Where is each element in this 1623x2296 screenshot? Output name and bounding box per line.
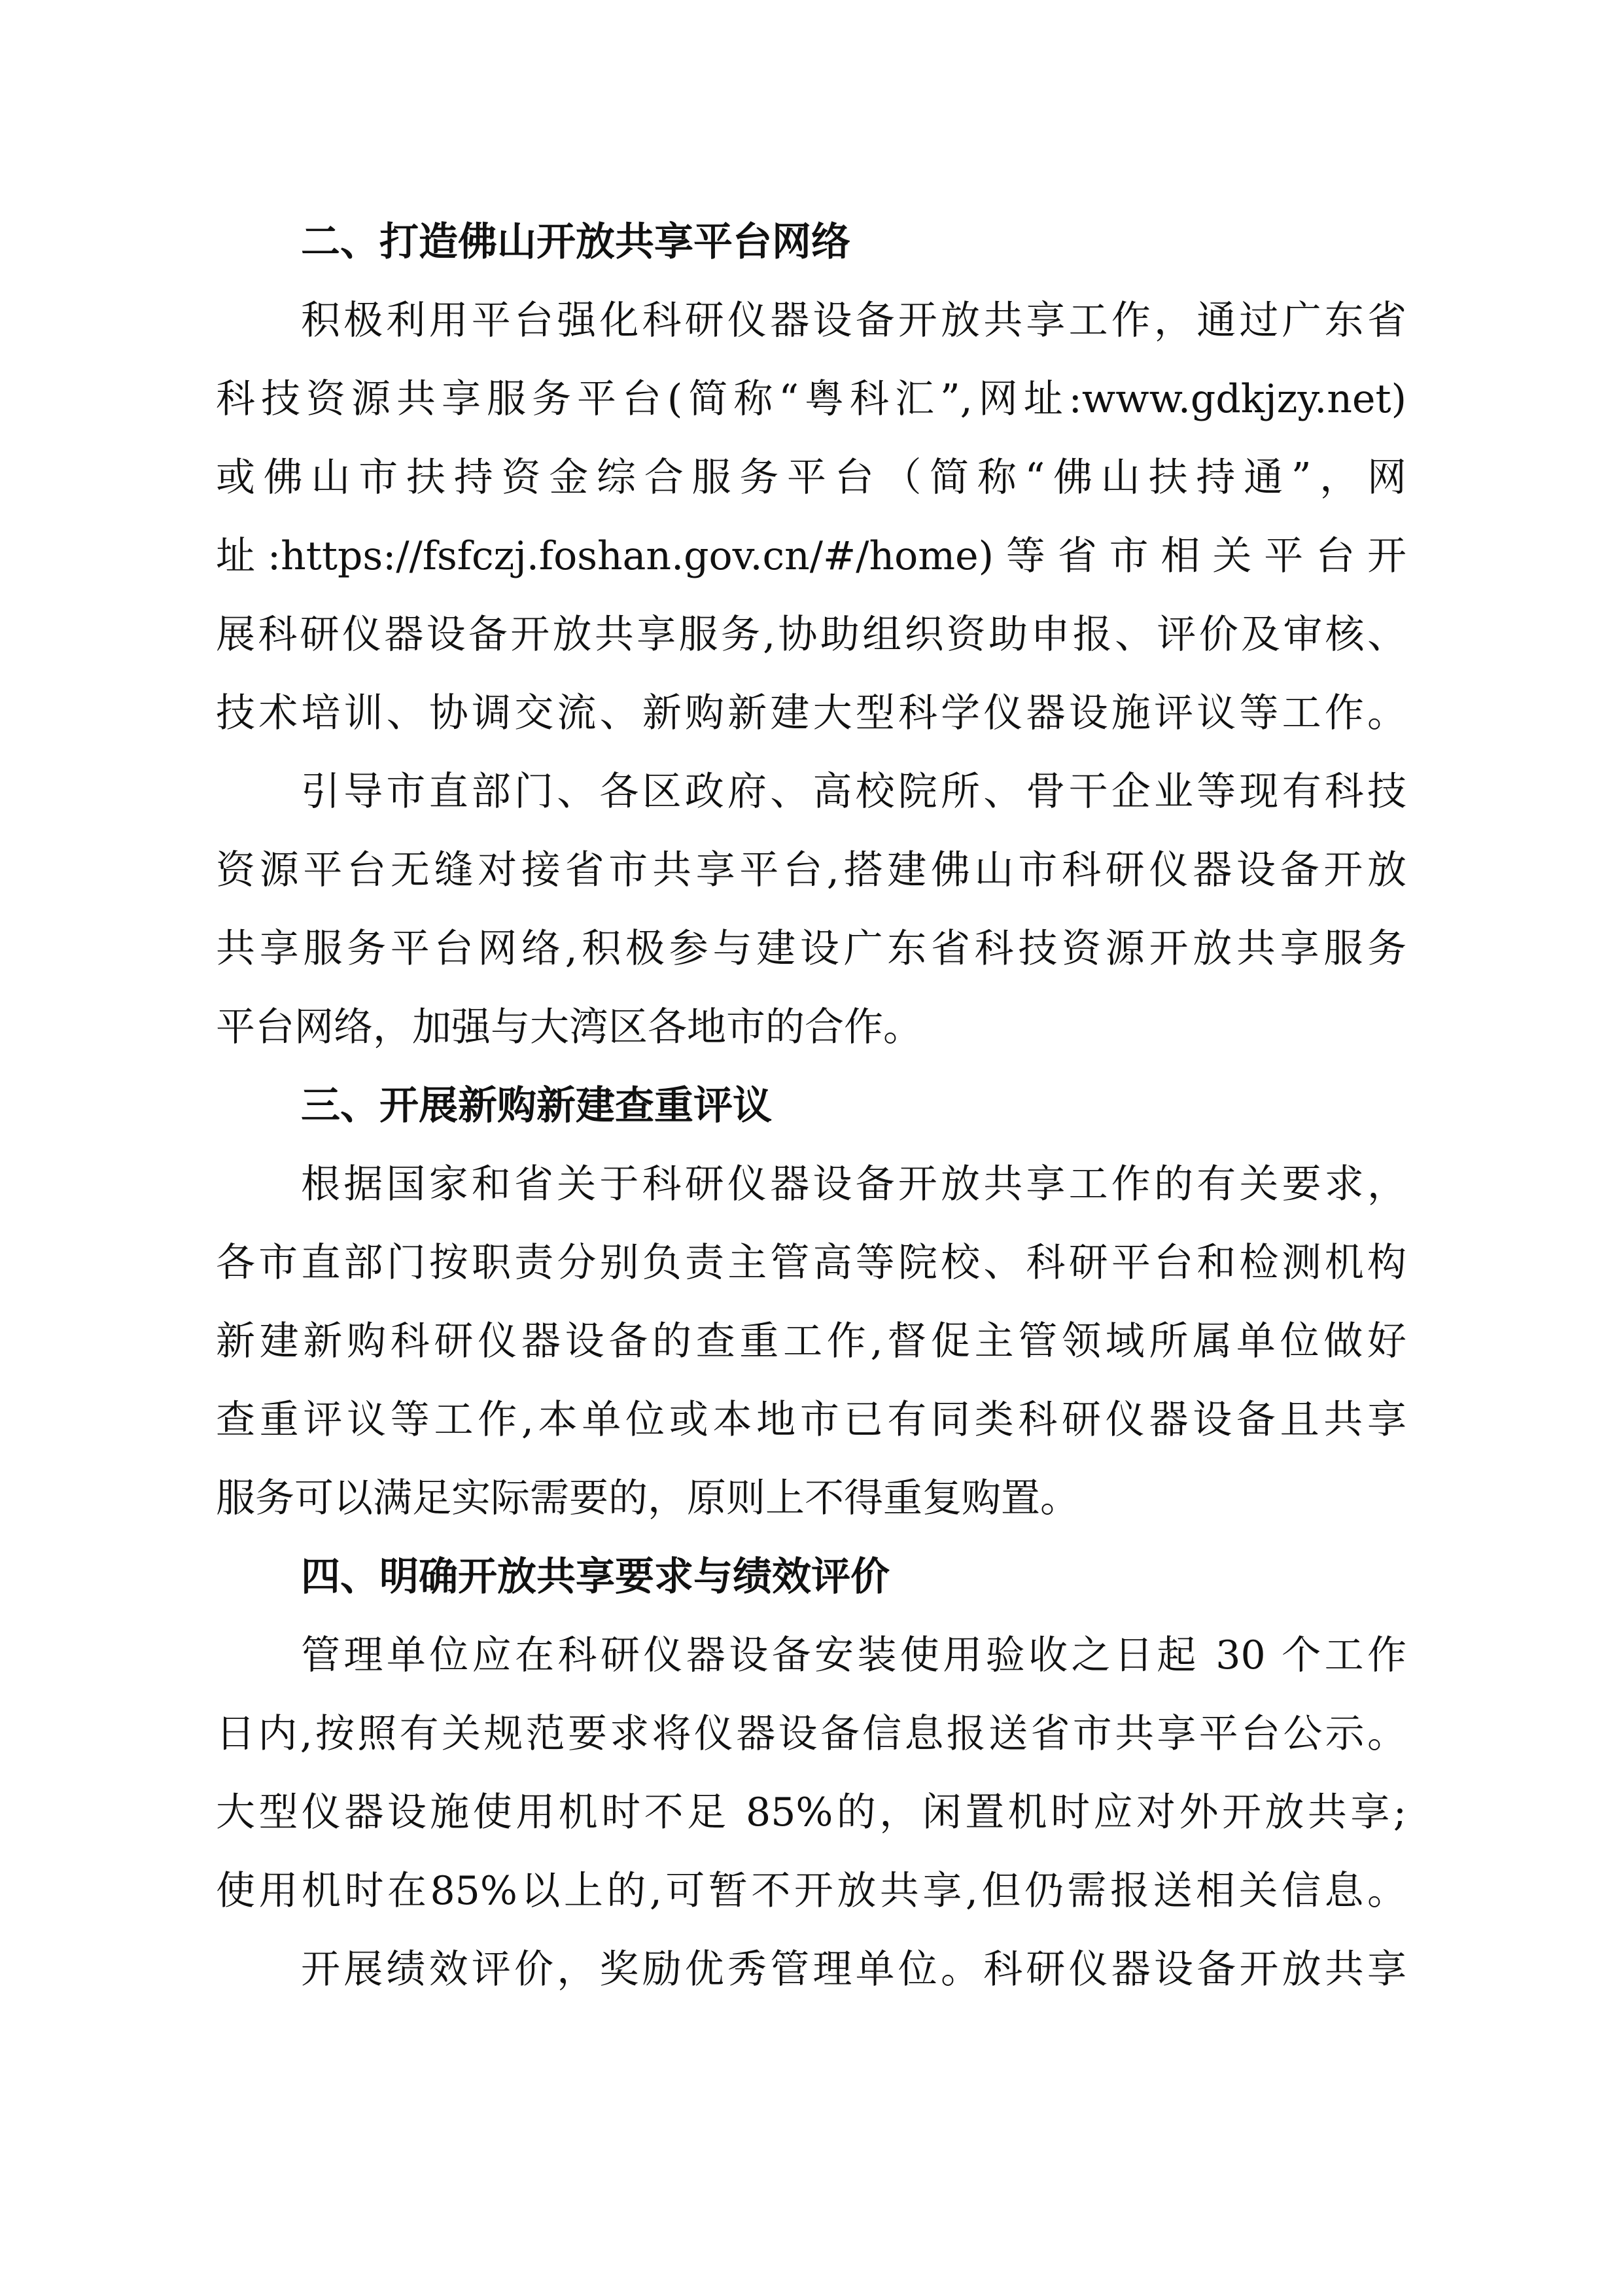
paragraph-line: 根据国家和省关于科研仪器设备开放共享工作的有关要求， — [301, 1161, 1406, 1207]
paragraph-line: 查重评议等工作,本单位或本地市已有同类科研仪器设备且共享 — [216, 1397, 1406, 1443]
paragraph-line: 积极利用平台强化科研仪器设备开放共享工作，通过广东省 — [301, 298, 1406, 344]
paragraph-line: 技术培训、协调交流、新购新建大型科学仪器设施评议等工作。 — [216, 690, 1406, 736]
paragraph-line: 科技资源共享服务平台(简称“粤科汇”,网址:www.gdkjzy.net) — [216, 376, 1406, 422]
paragraph-line: 使用机时在85%以上的,可暂不开放共享,但仍需报送相关信息。 — [216, 1868, 1406, 1914]
paragraph-line: 平台网络，加强与大湾区各地市的合作。 — [216, 1004, 922, 1050]
paragraph-line: 资源平台无缝对接省市共享平台,搭建佛山市科研仪器设备开放 — [216, 847, 1406, 893]
paragraph-line: 或佛山市扶持资金综合服务平台（简称“佛山扶持通”，网 — [216, 455, 1406, 501]
paragraph-line: 引导市直部门、各区政府、高校院所、骨干企业等现有科技 — [301, 769, 1406, 815]
paragraph-line: 新建新购科研仪器设备的查重工作,督促主管领域所属单位做好 — [216, 1318, 1406, 1364]
paragraph-line: 共享服务平台网络,积极参与建设广东省科技资源开放共享服务 — [216, 926, 1406, 972]
paragraph-line: 大型仪器设施使用机时不足 85%的，闲置机时应对外开放共享; — [216, 1790, 1406, 1835]
section-heading: 四、明确开放共享要求与绩效评价 — [301, 1554, 890, 1600]
paragraph-line: 开展绩效评价，奖励优秀管理单位。科研仪器设备开放共享 — [301, 1947, 1406, 1992]
paragraph-line: 各市直部门按职责分别负责主管高等院校、科研平台和检测机构 — [216, 1240, 1406, 1286]
paragraph-line: 服务可以满足实际需要的，原则上不得重复购置。 — [216, 1475, 1079, 1521]
paragraph-line: 日内,按照有关规范要求将仪器设备信息报送省市共享平台公示。 — [216, 1711, 1406, 1757]
paragraph-line: 址:https://fsfczj.foshan.gov.cn/#/home)等省市相关平台开 — [216, 533, 1406, 579]
paragraph-line: 展科研仪器设备开放共享服务,协助组织资助申报、评价及审核、 — [216, 612, 1406, 658]
paragraph-line: 管理单位应在科研仪器设备安装使用验收之日起 30 个工作 — [301, 1633, 1406, 1678]
section-heading: 二、打造佛山开放共享平台网络 — [301, 219, 850, 265]
section-heading: 三、开展新购新建查重评议 — [301, 1083, 772, 1129]
